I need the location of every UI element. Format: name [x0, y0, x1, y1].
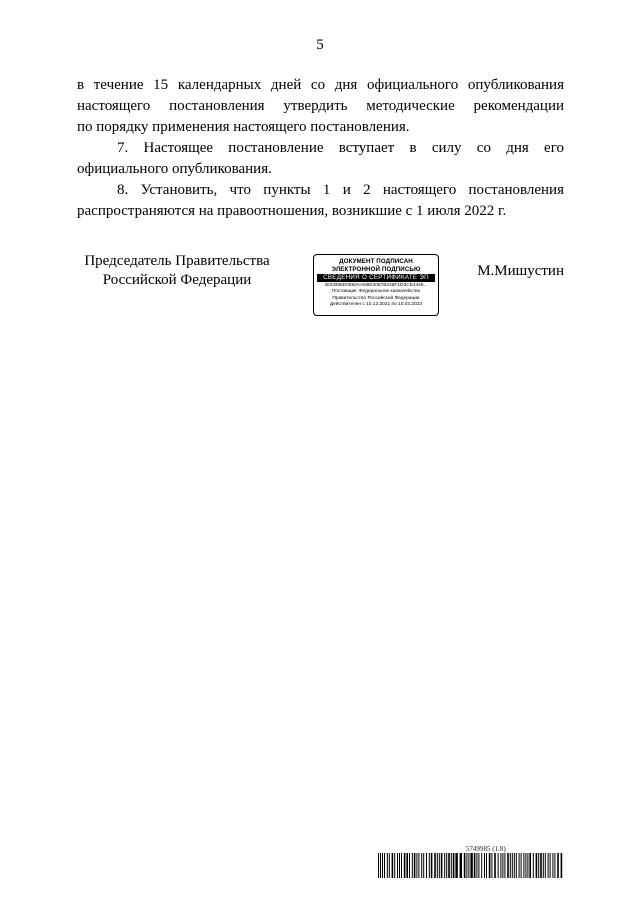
stamp-banner: СВЕДЕНИЯ О СЕРТИФИКАТЕ ЭП: [317, 274, 435, 282]
document-code: 5749985 (1.8): [466, 845, 506, 853]
stamp-supplier: Поставщик: Федеральное казначейство: [331, 289, 421, 295]
paragraph-line: настоящего постановления утвердить методические рекомендации: [77, 98, 564, 114]
signatory-title-line: Председатель Правительства: [84, 253, 270, 269]
electronic-signature-stamp: [313, 254, 439, 316]
paragraph-line: официального опубликования.: [77, 161, 272, 177]
stamp-validity: Действителен с 10.12.2021 по 10.03.2023: [329, 302, 423, 308]
document-body: [77, 75, 564, 222]
stamp-heading: ЭЛЕКТРОННОЙ ПОДПИСЬЮ: [331, 265, 421, 273]
stamp-owner: Правительство Российской Федерации: [332, 295, 420, 301]
paragraph-line: 8. Установить, что пункты 1 и 2 настоящего постановления: [117, 182, 564, 198]
paragraph-line: по порядку применения настоящего постановления.: [77, 119, 410, 135]
signatory-title: [77, 252, 277, 290]
stamp-heading: ДОКУМЕНТ ПОДПИСАН: [339, 258, 413, 265]
signatory-name: М.Мишустин: [477, 263, 564, 279]
barcode-icon: [378, 853, 564, 878]
page-number: 5: [316, 37, 324, 53]
paragraph-line: в течение 15 календарных дней со дня официального опубликования: [77, 77, 564, 93]
paragraph-line: распространяются на правоотношения, возникшие с 1 июля 2022 г.: [77, 203, 507, 219]
paragraph-line: 7. Настоящее постановление вступает в силу со дня его: [117, 140, 564, 156]
stamp-serial: 4DCB95D0582AAD8E3067B228F1D3CE4445...: [324, 283, 428, 288]
signatory-title-line: Российской Федерации: [102, 272, 252, 288]
